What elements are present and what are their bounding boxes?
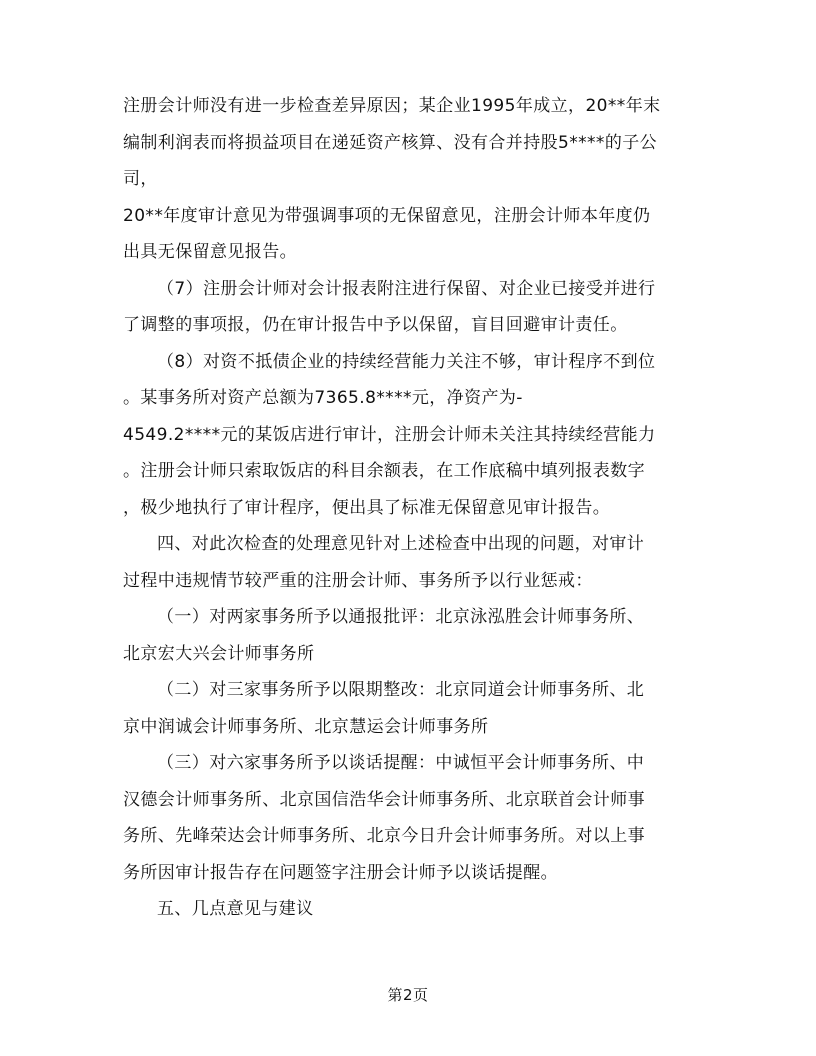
- body-text: [123, 88, 695, 928]
- text-line: 务所因审计报告存在问题签字注册会计师予以谈话提醒。: [123, 862, 558, 883]
- document-body: [123, 88, 695, 928]
- text-line: （一）对两家事务所予以通报批评：北京泳泓胜会计师事务所、: [157, 607, 645, 627]
- text-line: 注册会计师没有进一步检查差异原因；某企业1995年成立，20**年末: [123, 96, 661, 116]
- text-line: 北京宏大兴会计师事务所: [123, 643, 315, 664]
- text-line: 京中润诚会计师事务所、北京慧运会计师事务所: [123, 716, 489, 737]
- text-line: （7）注册会计师对会计报表附注进行保留、对企业已接受并进行: [157, 278, 656, 299]
- text-line: 。某事务所对资产总额为7365.8****元，净资产为-: [123, 388, 523, 408]
- text-line: 司，: [123, 169, 158, 189]
- text-line: 过程中违规情节较严重的注册会计师、事务所予以行业惩戒：: [123, 570, 593, 591]
- text-line: ，极少地执行了审计程序，便出具了标准无保留意见审计报告。: [123, 497, 611, 518]
- text-line: 20**年度审计意见为带强调事项的无保留意见，注册会计师本年度仍: [123, 205, 651, 226]
- text-line: 五、几点意见与建议: [157, 899, 314, 919]
- page-number: 第2页: [387, 986, 429, 1004]
- text-line: 四、对此次检查的处理意见针对上述检查中出现的问题，对审计: [157, 534, 645, 554]
- text-line: 出具无保留意见报告。: [123, 242, 297, 262]
- text-line: 4549.2****元的某饭店进行审计，注册会计师未关注其持续经营能力: [123, 424, 656, 445]
- text-line: （8）对资不抵债企业的持续经营能力关注不够，审计程序不到位: [157, 351, 656, 372]
- text-line: 编制利润表而将损益项目在递延资产核算、没有合并持股5****的子公: [123, 132, 658, 153]
- text-line: （三）对六家事务所予以谈话提醒：中诚恒平会计师事务所、中: [157, 753, 645, 773]
- text-line: 了调整的事项报，仍在审计报告中予以保留，盲目回避审计责任。: [123, 315, 628, 335]
- text-line: 务所、先峰荣达会计师事务所、北京今日升会计师事务所。对以上事: [123, 826, 645, 846]
- text-line: 。注册会计师只索取饭店的科目余额表，在工作底稿中填列报表数字: [123, 461, 645, 481]
- text-line: （二）对三家事务所予以限期整改：北京同道会计师事务所、北: [157, 680, 645, 700]
- text-line: 汉德会计师事务所、北京国信浩华会计师事务所、北京联首会计师事: [123, 789, 645, 810]
